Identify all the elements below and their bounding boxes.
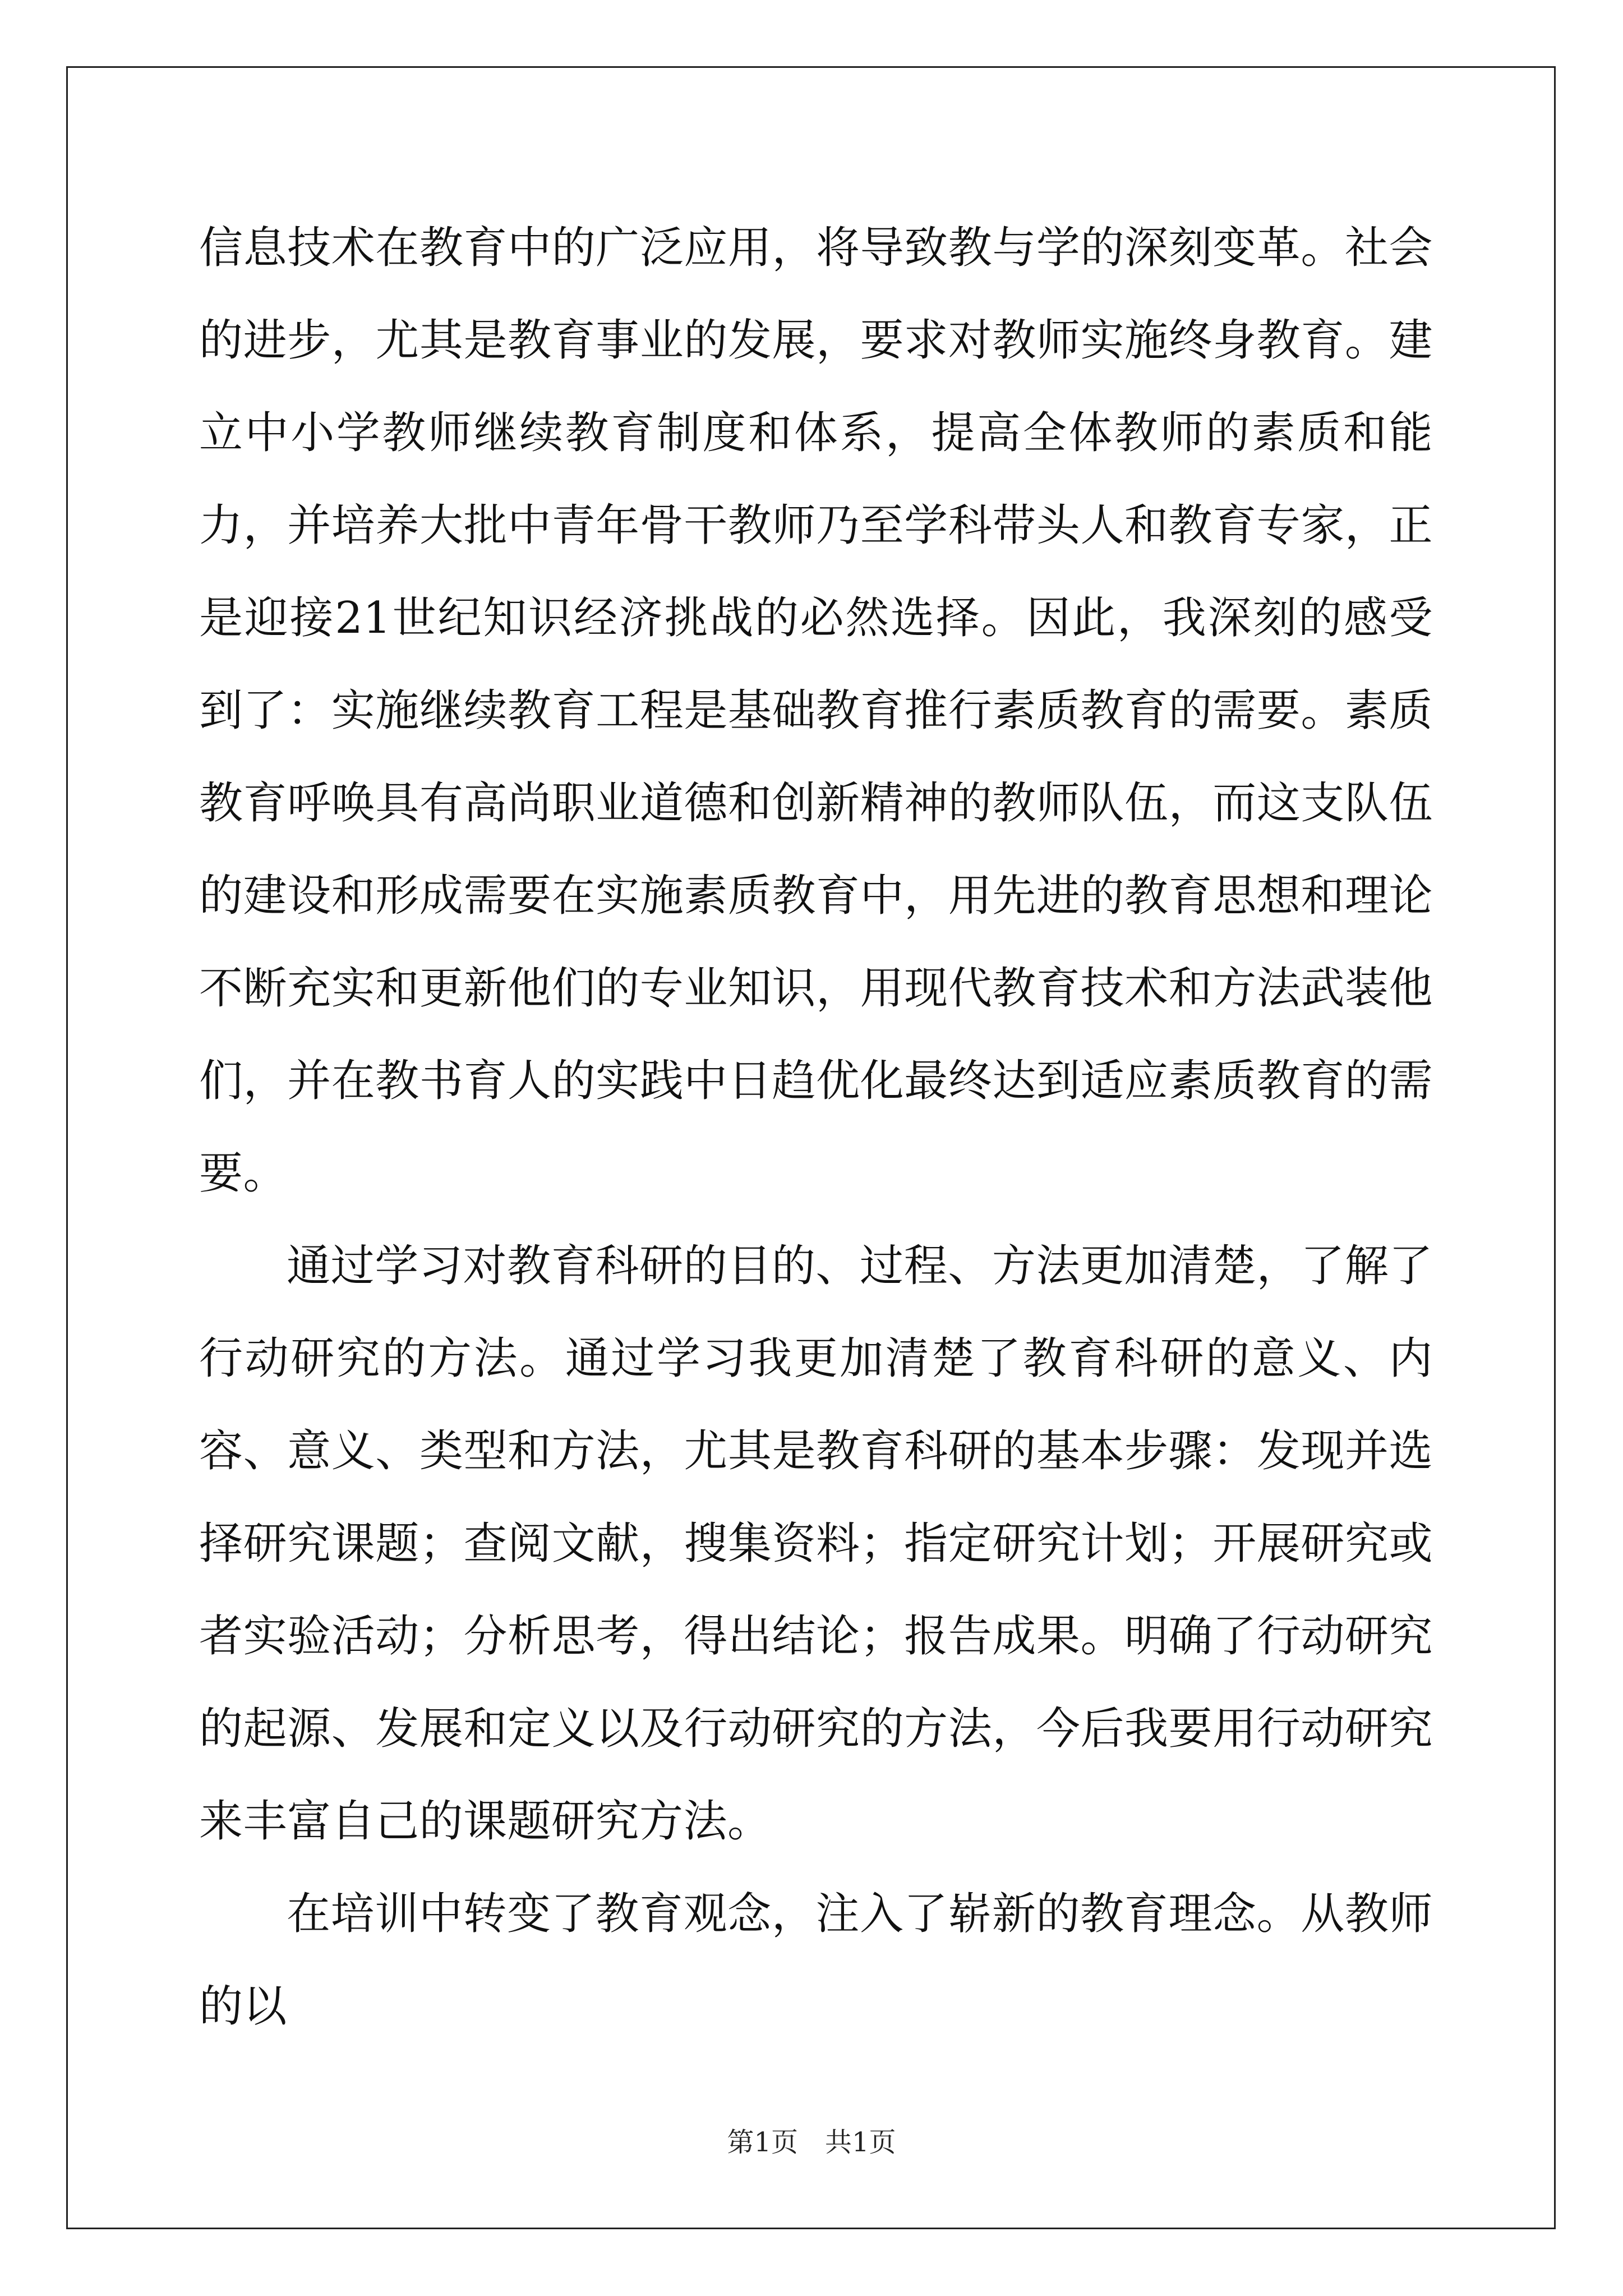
document-body bbox=[199, 202, 1433, 2053]
paragraph-2: 通过学习对教育科研的目的、过程、方法更加清楚，了解了行动研究的方法。通过学习我更加清楚了教育科研的意义、内容、意义、类型和方法，尤其是教育科研的基本步骤：发现并选择研究课题；查阅文献，搜集资料；指定研究计划；开展研究或者实验活动；分析思考，得出结论；报告成果。明确了行动研究的起源、发展和定义以及行动研究的方法，今后我要用行动研究来丰富自己的课题研究方法。 bbox=[199, 1241, 1433, 1847]
page-footer: 第1页 共1页 bbox=[727, 2127, 896, 2158]
paragraph-1: 信息技术在教育中的广泛应用，将导致教与学的深刻变革。社会的进步，尤其是教育事业的发展，要求对教师实施终身教育。建立中小学教师继续教育制度和体系，提高全体教师的素质和能力，并培养大批中青年骨干教师乃至学科带头人和教育专家，正是迎接21世纪知识经济挑战的必然选择。因此，我深刻的感受到了：实施继续教育工程是基础教育推行素质教育的需要。素质教育呼唤具有高尚职业道德和创新精神的教师队伍，而这支队伍的建设和形成需要在实施素质教育中，用先进的教育思想和理论不断充实和更新他们的专业知识，用现代教育技术和方法武装他们，并在教书育人的实践中日趋优化最终达到适应素质教育的需要。 bbox=[199, 223, 1433, 1199]
paragraph-3: 在培训中转变了教育观念，注入了崭新的教育理念。从教师的以 bbox=[199, 1889, 1433, 2032]
